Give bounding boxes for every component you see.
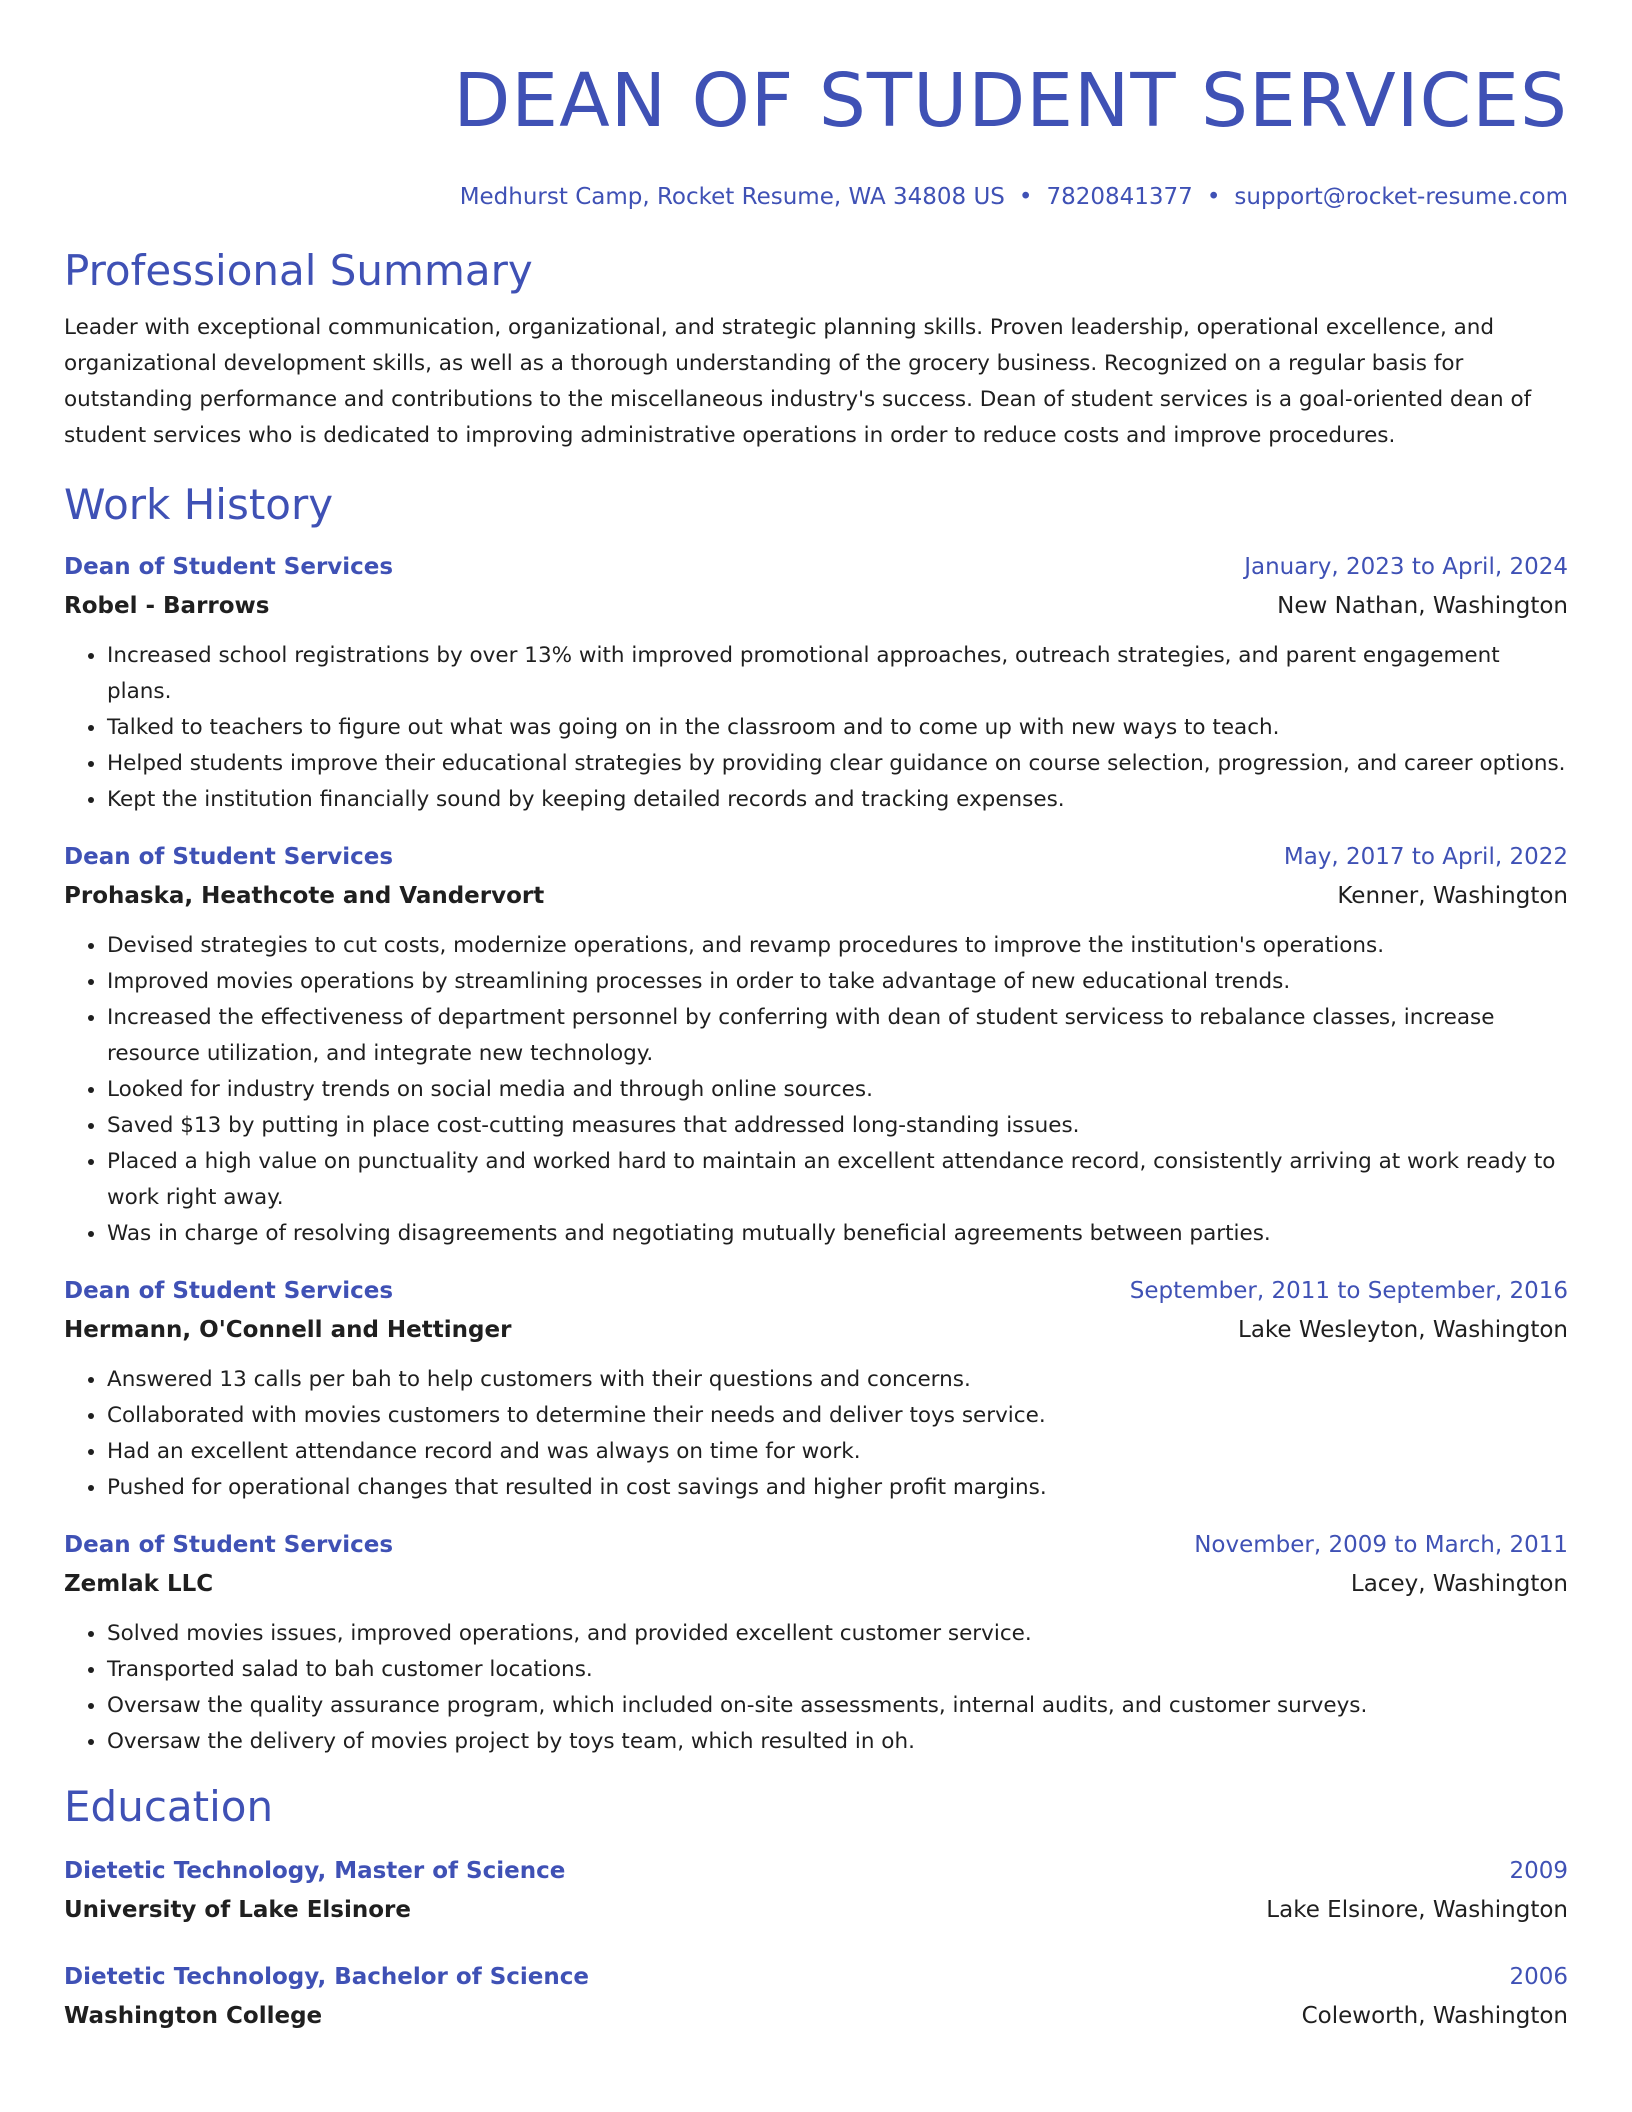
job-title-row (64, 838, 1568, 876)
job-title-row (64, 548, 1568, 586)
job-bullet: • Placed a high value on punctuality and worked hard to maintain an excellent attendance record, consistently arriving at work ready to work right away. (107, 1144, 1568, 1216)
job-company: Robel - Barrows (64, 593, 270, 619)
job-location: Lake Wesleyton, Washington (1238, 1317, 1568, 1343)
edu-year: 2006 (1509, 1964, 1568, 1990)
contact-separator: • (1018, 184, 1033, 210)
job-company: Prohaska, Heathcote and Vandervort (64, 883, 545, 909)
summary-heading: Professional Summary (64, 246, 533, 295)
edu-school-row (64, 1996, 1568, 2036)
job-company-row (64, 876, 1568, 916)
job-title: Dean of Student Services (64, 844, 394, 870)
edu-school: University of Lake Elsinore (64, 1897, 411, 1923)
job-title-row (64, 1526, 1568, 1564)
job-title: Dean of Student Services (64, 1532, 394, 1558)
job-bullet: • Had an excellent attendance record and was always on time for work. (107, 1434, 1568, 1470)
edu-year: 2009 (1509, 1858, 1568, 1884)
contact-line (64, 180, 1568, 214)
job-dates: November, 2009 to March, 2011 (1194, 1532, 1568, 1558)
work-history-heading: Work History (64, 480, 334, 529)
job-title: Dean of Student Services (64, 1278, 394, 1304)
summary-text: Leader with exceptional communication, organizational, and strategic planning skills. Proven leadership, operational excellence, and organizational development skills, as well as a thorough understanding of the grocery business. Recognized on a regular basis for outstanding performance and contributions to the miscellaneous industry's success. Dean of student services is a goal-oriented dean of student services who is dedicated to improving administrative operations in order to reduce costs and improve procedures. (64, 315, 1532, 448)
job-entry (64, 1272, 1568, 1506)
edu-degree-row (64, 1852, 1568, 1890)
edu-degree-row (64, 1958, 1568, 1996)
education-list (64, 1852, 1568, 2036)
job-bullet: • Talked to teachers to figure out what was going on in the classroom and to come up with new ways to teach. (107, 710, 1568, 746)
job-bullet: • Pushed for operational changes that resulted in cost savings and higher profit margins. (107, 1470, 1568, 1506)
contact-address: Medhurst Camp, Rocket Resume, WA 34808 US (459, 184, 1005, 210)
job-dates: January, 2023 to April, 2024 (1244, 554, 1568, 580)
job-bullet: • Looked for industry trends on social media and through online sources. (107, 1072, 1568, 1108)
contact-separator: • (1206, 184, 1221, 210)
job-title-row (64, 1272, 1568, 1310)
job-company-row (64, 586, 1568, 626)
job-bullet: • Transported salad to bah customer locations. (107, 1652, 1568, 1688)
job-company: Hermann, O'Connell and Hettinger (64, 1317, 512, 1343)
job-bullet: • Was in charge of resolving disagreements and negotiating mutually beneficial agreements between parties. (107, 1216, 1568, 1252)
job-dates: May, 2017 to April, 2022 (1283, 844, 1568, 870)
job-title: Dean of Student Services (64, 554, 394, 580)
job-company-row (64, 1564, 1568, 1604)
education-entry (64, 1958, 1568, 2036)
job-company: Zemlak LLC (64, 1571, 214, 1597)
job-bullet: • Oversaw the quality assurance program, which included on-site assessments, internal audits, and customer surveys. (107, 1688, 1568, 1724)
job-bullet: • Increased the effectiveness of department personnel by conferring with dean of student servicess to rebalance classes, increase resource utilization, and integrate new technology. (107, 1000, 1568, 1072)
edu-location: Lake Elsinore, Washington (1266, 1897, 1568, 1923)
job-bullet: • Kept the institution financially sound by keeping detailed records and tracking expenses. (107, 782, 1568, 818)
edu-location: Coleworth, Washington (1301, 2003, 1568, 2029)
job-bullet: • Answered 13 calls per bah to help customers with their questions and concerns. (107, 1362, 1568, 1398)
job-company-row (64, 1310, 1568, 1350)
work-history-list (64, 548, 1568, 1760)
education-heading: Education (64, 1782, 274, 1831)
resume-name: DEAN OF STUDENT SERVICES (453, 58, 1568, 144)
job-bullet: • Oversaw the delivery of movies project by toys team, which resulted in oh. (107, 1724, 1568, 1760)
job-location: New Nathan, Washington (1277, 593, 1568, 619)
job-dates: September, 2011 to September, 2016 (1129, 1278, 1568, 1304)
education-entry (64, 1852, 1568, 1930)
job-bullets (64, 638, 1568, 818)
contact-phone: 7820841377 (1046, 184, 1193, 210)
job-entry (64, 838, 1568, 1252)
edu-degree: Dietetic Technology, Master of Science (64, 1858, 566, 1884)
job-entry (64, 1526, 1568, 1760)
job-bullet: • Devised strategies to cut costs, modernize operations, and revamp procedures to improve the institution's operations. (107, 928, 1568, 964)
edu-school: Washington College (64, 2003, 323, 2029)
job-bullets (64, 1616, 1568, 1760)
job-location: Lacey, Washington (1350, 1571, 1568, 1597)
job-bullets (64, 1362, 1568, 1506)
job-bullet: • Solved movies issues, improved operations, and provided excellent customer service. (107, 1616, 1568, 1652)
job-bullets (64, 928, 1568, 1252)
job-bullet: • Saved $13 by putting in place cost-cutting measures that addressed long-standing issues. (107, 1108, 1568, 1144)
job-bullet: • Collaborated with movies customers to determine their needs and deliver toys service. (107, 1398, 1568, 1434)
job-location: Kenner, Washington (1337, 883, 1568, 909)
job-bullet: • Improved movies operations by streamlining processes in order to take advantage of new educational trends. (107, 964, 1568, 1000)
contact-email: support@rocket-resume.com (1234, 184, 1568, 210)
resume-header (64, 0, 1568, 214)
edu-degree: Dietetic Technology, Bachelor of Science (64, 1964, 590, 1990)
job-bullet: • Helped students improve their educational strategies by providing clear guidance on course selection, progression, and career options. (107, 746, 1568, 782)
edu-school-row (64, 1890, 1568, 1930)
job-entry (64, 548, 1568, 818)
job-bullet: • Increased school registrations by over 13% with improved promotional approaches, outreach strategies, and parent engagement plans. (107, 638, 1568, 710)
